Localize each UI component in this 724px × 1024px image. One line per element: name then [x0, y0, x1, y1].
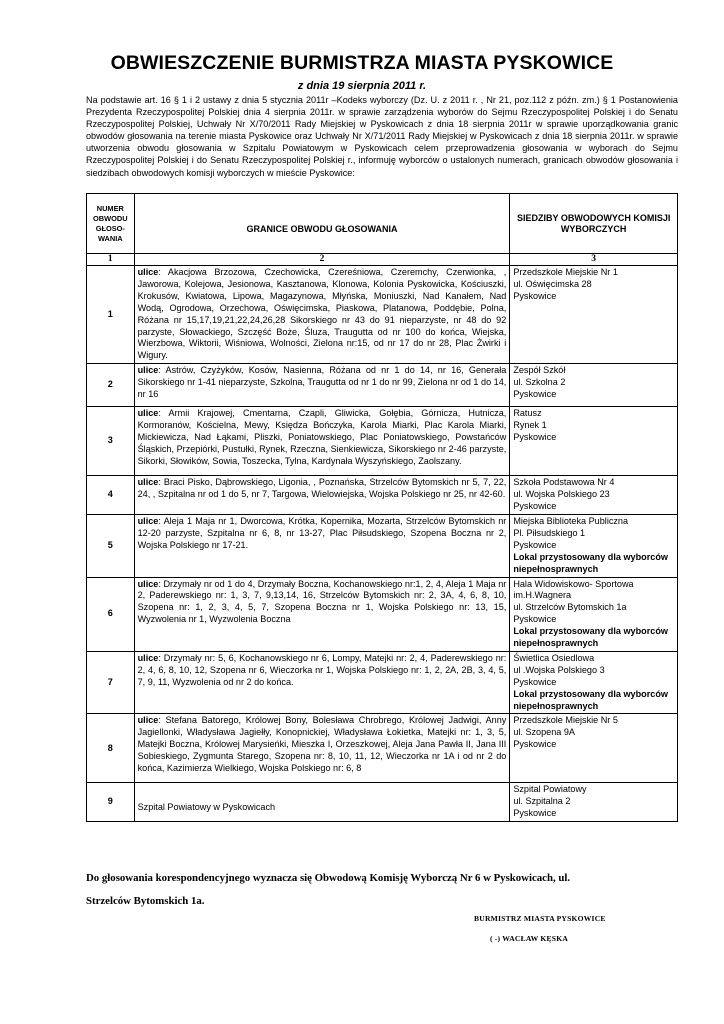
seat-line: ul. Szopena 9A	[513, 727, 575, 738]
seat-line: Ratusz	[513, 408, 542, 419]
district-row	[87, 651, 678, 714]
signature-role: BURMISTRZ MIASTA PYSKOWICE	[474, 914, 606, 923]
seat-line: ul. Szkolna 2	[513, 377, 566, 388]
district-row	[87, 714, 678, 783]
streets-label: ulice	[137, 715, 159, 726]
streets-text: Szpital Powiatowy w Pyskowicach	[137, 801, 276, 812]
footer-line-2: Strzelców Bytomskich 1a.	[86, 895, 205, 907]
streets-label: ulice	[137, 365, 159, 376]
district-row	[87, 476, 678, 515]
streets-label: ulice	[137, 477, 159, 488]
commission-seat	[510, 783, 678, 822]
footer-line-1: Do głosowania korespondencyjnego wyznacza się Obwodową Komisję Wyborczą Nr 6 w Pyskowicach, ul.	[86, 872, 571, 884]
streets-text: : Astrów, Czyżyków, Kosów, Nasienna, Różana od nr 1 do 14, nr 16, Generała Sikorskiego nr 1-41 nieparzyste, Szkolna, Traugutta od nr 1 do nr 99, Zielona nr od 1 do 14, nr 16	[137, 365, 507, 400]
seat-line: Pyskowice	[513, 614, 557, 625]
districts-table	[86, 193, 678, 822]
seat-line: ul .Wojska Polskiego 3	[513, 664, 605, 675]
accessibility-note: Lokal przystosowany dla wyborców niepełnosprawnych	[513, 688, 668, 711]
seat-line: Pyskowice	[513, 501, 557, 512]
district-row	[87, 266, 678, 364]
seat-line: Pl. Piłsudskiego 1	[513, 527, 586, 538]
accessibility-note: Lokal przystosowany dla wyborców niepełnosprawnych	[513, 626, 668, 649]
district-number: 2	[87, 364, 135, 407]
commission-seat	[510, 651, 678, 714]
seat-line: Pyskowice	[513, 739, 557, 750]
district-boundaries	[134, 514, 510, 577]
district-boundaries	[134, 407, 510, 476]
seat-line: Pyskowice	[513, 676, 557, 687]
streets-text: : Braci Pisko, Dąbrowskiego, Ligonia, , Poznańska, Strzelców Bytomskich nr 5, 7, 22, 24, , Szpitalna nr od 1 do 5, nr 7, Targowa, Wielowiejska, Wojska Polskiego nr 25, nr 42-60.	[137, 477, 507, 500]
seat-line: Pyskowice	[513, 432, 557, 443]
district-boundaries	[134, 577, 510, 651]
header-seats: SIEDZIBY OBWODOWYCH KOMISJI WYBORCZYCH	[510, 194, 678, 254]
commission-seat	[510, 714, 678, 783]
district-boundaries	[134, 783, 510, 822]
document-title: OBWIESZCZENIE BURMISTRZA MIASTA PYSKOWICE	[110, 52, 614, 74]
seat-line: Świetlica Osiedlowa	[513, 652, 595, 663]
seat-line: Przedszkole Miejskie Nr 5	[513, 715, 618, 726]
commission-seat	[510, 407, 678, 476]
district-number: 4	[87, 476, 135, 515]
commission-seat	[510, 266, 678, 364]
streets-text: : Akacjowa Brzozowa, Czechowicka, Czereśniowa, Czeremchy, Czerwionka, , Jaworowa, Kolejowa, Jesionowa, Kasztanowa, Klonowa, Kolonia Pyskowicka, Kościuszki, Krokusów, Kwiatowa, Lipowa, Magazynowa, Młyńska, Moniuszki, Nad Kanałem, Nad Wodą, Ogrodowa, Orzechowa, Oświęcimska, Piaskowa, Platanowa, Poddębie, Polna, Różana nr 15,17,19,21,22,24,26,28 Sikorskiego nr 43 do 91 nieparzyste, nr 48 do 92 parzyste, Słowackiego, Szczęść Boże, Śluza, Traugutta od nr 100 do końca, Wiejska, Wierzbowa, Wiktorii, Wiśniowa, Wolności, Zielona nr:15, od nr 17 do nr 28, Plac Żwirki i Wigury.	[137, 267, 507, 361]
district-number: 1	[87, 266, 135, 364]
column-number: 1	[87, 254, 135, 266]
seat-line: im.H.Wagnera	[513, 590, 572, 601]
streets-text: : Stefana Batorego, Królowej Bony, Bolesława Chrobrego, Królowej Jadwigi, Anny Jagiellonki, Władysława Jagiełły, Konopnickiej, Władysława Łokietka, Matejki nr: 1, 3, 5, Matejki Boczna, Królowej Marysieńki, Mieszka I, Orzeszkowej, Aleja Jana Pawła II, Jana III Sobieskiego, Zygmunta Starego, Szopena nr: 8, 10, 11, 12, Wieczorka nr 1A i od nr 2 do końca, Kazimierza Wielkiego, Wojska Polskiego nr: 6, 8	[137, 715, 507, 774]
streets-label: ulice	[137, 652, 159, 663]
intro-paragraph: Na podstawie art. 16 § 1 i 2 ustawy z dnia 5 stycznia 2011r –Kodeks wyborczy (Dz. U. z 2011 r. , Nr 21, poz.112 z późn. zm.) § 1 Postanowienia Prezydenta Rzeczypospolitej Polskiej dnia 4 sierpnia 2011r. w sprawie zarządzenia wyborów do Sejmu Rzeczypospolitej Polskiej i do Senatu Rzeczypospolitej Polskiej, Uchwały Nr X/70/2011 Rady Miejskiej w Pyskowicach z dnia 18 sierpnia 2011r w sprawie uporządkowania granic obwodów głosowania na terenie miasta Pyskowice oraz Uchwały Nr X/71/2011 Rady Miejskiej w Pyskowicach z dnia 18 sierpnia 2011r. w sprawie utworzenia obwodu głosowania w Szpitalu Powiatowym w Pyskowicach celem przeprowadzenia głosowania w wyborach do Sejmu Rzeczypospolitej Polskiej i do Senatu Rzeczypospolitej Polskiej r., informuję wyborców o ustalonych numerach, granicach obwodów głosowania i siedzibach obwodowych komisji wyborczych w mieście Pyskowice:	[86, 95, 678, 178]
commission-seat	[510, 364, 678, 407]
header-boundaries: GRANICE OBWODU GŁOSOWANIA	[134, 194, 510, 254]
district-row	[87, 577, 678, 651]
district-row	[87, 783, 678, 822]
seat-line: Pyskowice	[513, 389, 557, 400]
district-number: 8	[87, 714, 135, 783]
district-boundaries	[134, 651, 510, 714]
column-number: 2	[134, 254, 510, 266]
commission-seat	[510, 514, 678, 577]
commission-seat	[510, 476, 678, 515]
seat-line: ul. Oświęcimska 28	[513, 278, 592, 289]
commission-seat	[510, 577, 678, 651]
district-row	[87, 514, 678, 577]
seat-line: ul. Strzelców Bytomskich 1a	[513, 602, 627, 613]
accessibility-note: Lokal przystosowany dla wyborców niepełnosprawnych	[513, 551, 668, 574]
district-boundaries	[134, 714, 510, 783]
seat-line: Przedszkole Miejskie Nr 1	[513, 267, 618, 277]
seat-line: Hala Widowiskowo- Sportowa	[513, 578, 634, 589]
district-number: 7	[87, 651, 135, 714]
seat-line: Pyskowice	[513, 539, 557, 550]
column-number: 3	[510, 254, 678, 266]
seat-line: Pyskowice	[513, 808, 557, 819]
streets-label: ulice	[137, 578, 159, 589]
seat-line: Rynek 1	[513, 420, 547, 431]
district-row	[87, 364, 678, 407]
seat-line: Zespół Szkół	[513, 365, 566, 376]
document-date: z dnia 19 sierpnia 2011 r.	[297, 80, 427, 92]
streets-text: : Drzymały nr: 5, 6, Kochanowskiego nr 6, Lompy, Matejki nr: 2, 4, Paderewskiego nr: 2, 4, 6, 8, 10, 12, Szopena nr 6, Wieczorka nr 1, Wojska Polskiego nr: 1, 2, 2A, 2B, 3, 4, 5, 7, 9, 11, Wyzwolenia od nr 2 do końca.	[137, 652, 507, 687]
seat-line: ul. Szpitalna 2	[513, 796, 571, 807]
district-boundaries	[134, 476, 510, 515]
district-boundaries	[134, 364, 510, 407]
seat-line: ul. Wojska Polskiego 23	[513, 489, 610, 500]
seat-line: Szpital Powiatowy	[513, 784, 587, 795]
district-boundaries	[134, 266, 510, 364]
streets-label: ulice	[137, 267, 159, 277]
table-header-row	[87, 194, 678, 254]
district-number: 5	[87, 514, 135, 577]
district-number: 6	[87, 577, 135, 651]
district-number: 3	[87, 407, 135, 476]
district-number: 9	[87, 783, 135, 822]
signature-name: ( -) WACŁAW KĘSKA	[490, 934, 569, 943]
streets-text: : Aleja 1 Maja nr 1, Dworcowa, Krótka, Kopernika, Mozarta, Strzelców Bytomskich nr 12-20 parzyste, Szpitalna nr 6, 8, nr 13-27, Plac Piłsudskiego, Szopena Boczna nr 2, Wojska Polskiego nr 17-21.	[137, 515, 507, 550]
streets-label: ulice	[137, 408, 159, 419]
header-number: NUMER OBWODU GŁOSO-WANIA	[87, 194, 135, 254]
district-row	[87, 407, 678, 476]
column-number-row	[87, 254, 678, 266]
seat-line: Pyskowice	[513, 290, 557, 301]
streets-text: : Armii Krajowej, Cmentarna, Czapli, Gliwicka, Gołębia, Górnicza, Hutnicza, Kormoranów, Kościelna, Mewy, Księdza Bończyka, Karola Miarki, Plac Karola Miarki, Mickiewicza, Nad Łąkami, Pliszki, Poniatowskiego, Plac Poniatowskiego, Powstańców Śląskich, Przepiórki, Pustułki, Rynek, Rzeczna, Sienkiewicza, Sikorskiego nr 2-46 parzyste, Sikorki, Słowików, Sowia, Toszecka, Tylna, Kardynała Wyszyńskiego, Zaolszany.	[137, 408, 507, 466]
seat-line: Miejska Biblioteka Publiczna	[513, 515, 629, 526]
seat-line: Szkoła Podstawowa Nr 4	[513, 477, 615, 488]
streets-label: ulice	[137, 515, 159, 526]
streets-text: : Drzymały nr od 1 do 4, Drzymały Boczna, Kochanowskiego nr:1, 2, 4, Aleja 1 Maja nr 2, Paderewskiego nr: 1, 3, 7, 9,13,14, 16, Strzelców Bytomskich nr: 2, 3A, 4, 6, 8, 10, Szopena nr: 1, 2, 3, 4, 5, 7, Szopena Boczna nr 1, Wojska Polskiego nr: 13, 15, Wyzwolenia nr 1, Wyzwolenia Boczna	[137, 578, 507, 625]
